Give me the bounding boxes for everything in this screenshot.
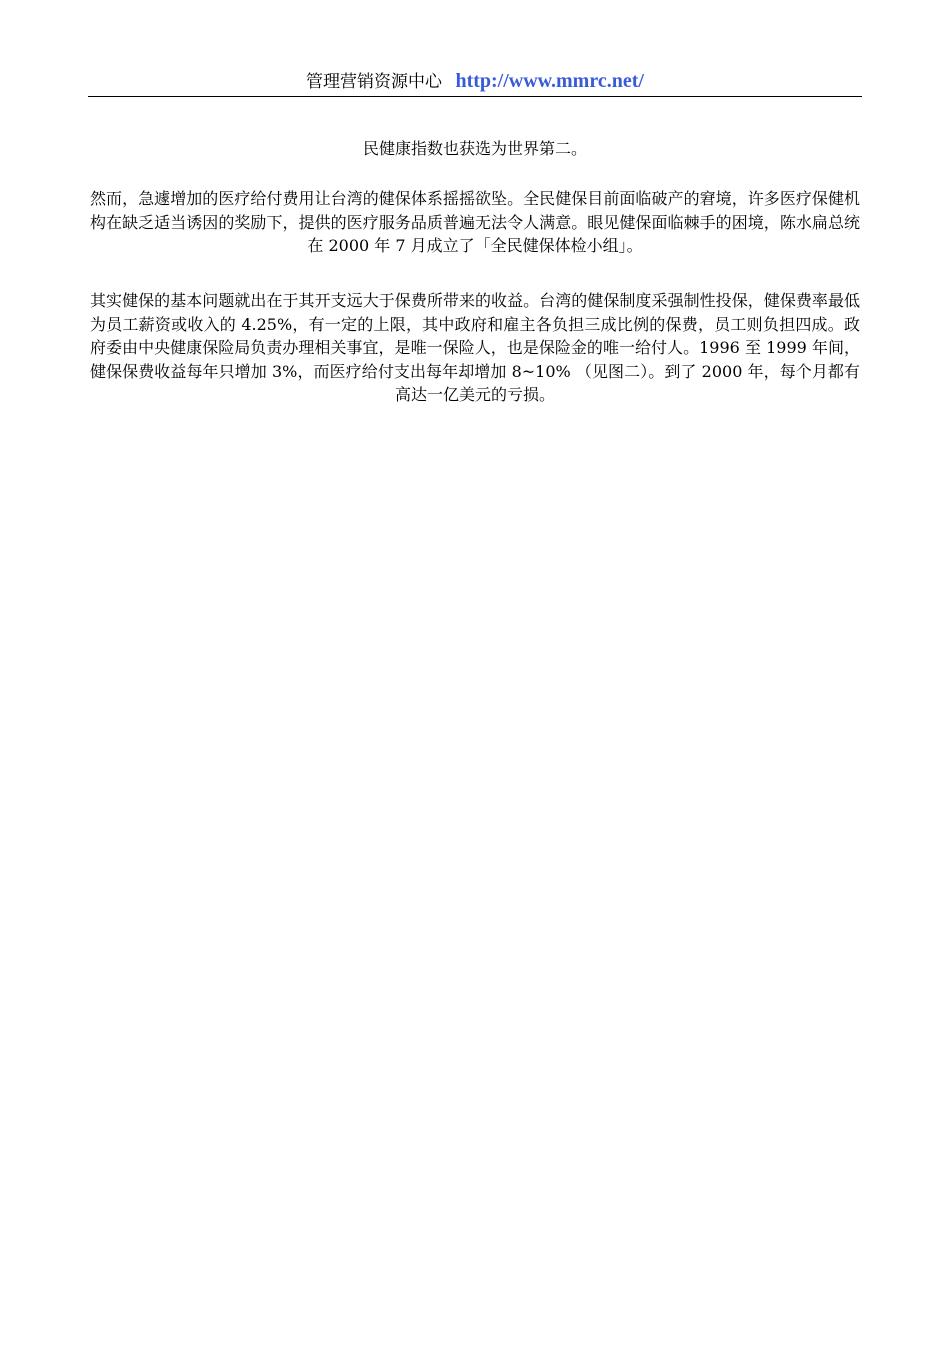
paragraph-2: 然而，急遽增加的医疗给付费用让台湾的健保体系摇摇欲坠。全民健保目前面临破产的窘境，许多医疗保健机构在缺乏适当诱因的奖励下，提供的医疗服务品质普遍无法令人满意。眼见健保面临棘手的困境，陈水扁总统在 2000 年 7 月成立了「全民健保体检小组」。 — [90, 189, 860, 255]
paragraph-3: 其实健保的基本问题就出在于其开支远大于保费所带来的收益。台湾的健保制度采强制性投保，健保费率最低为员工薪资或收入的 4.25%，有一定的上限，其中政府和雇主各负担三成比例的保费，员工则负担四成。政府委由中央健康保险局负责办理相关事宜，是唯一保险人，也是保险金的唯一给付人。1996 至 1999 年间，健保保费收益每年只增加 3%，而医疗给付支出每年却增加 8~10% （见图二）。到了 2000 年，每个月都有高达一亿美元的亏损。 — [90, 291, 860, 404]
paragraph-1: 民健康指数也获选为世界第二。 — [362, 139, 587, 158]
header-url-link[interactable]: http://www.mmrc.net/ — [455, 70, 644, 92]
header-org-name: 管理营销资源中心 — [306, 72, 443, 92]
page-header — [88, 68, 862, 97]
